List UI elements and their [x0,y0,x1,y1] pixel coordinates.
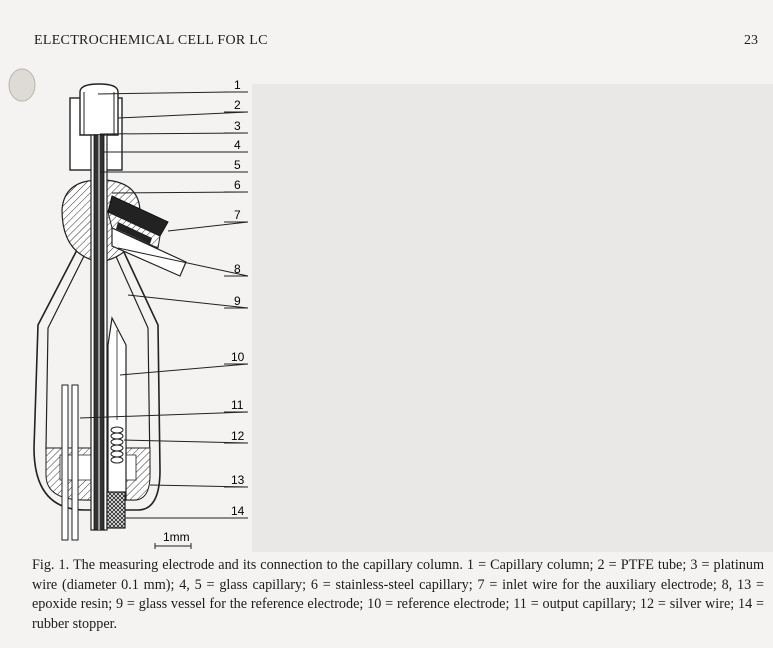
output-capillary [62,385,68,540]
figure-caption: Fig. 1. The measuring electrode and its connection to the capillary column. 1 = Capillary column; 2 = PTFE tube; 3 = platinum wire (diameter 0.1 mm); 4, 5 = glass capillary; 6 = stainless-steel capillary; 7 = inlet wire for the auxiliary electrode; 8, 13 = epoxide resin; 9 = glass vessel for the reference electrode; 10 = reference electrode; 11 = output capillary; 12 = silver wire; 14 = rubber stopper. [32,557,764,632]
label-10: 10 [231,350,245,364]
label-7: 7 [234,208,241,222]
label-12: 12 [231,429,245,443]
label-5: 5 [234,158,241,172]
label-6: 6 [234,178,241,192]
capillary-column [80,84,118,135]
label-3: 3 [234,119,241,133]
page-number: 23 [744,33,758,48]
rubber-stopper [107,492,125,528]
scale-bar-label: 1mm [163,530,190,544]
label-8: 8 [234,262,241,276]
label-1: 1 [234,78,241,92]
label-2: 2 [234,98,241,112]
label-4: 4 [234,138,241,152]
output-capillary-2 [72,385,78,540]
label-14: 14 [231,504,245,518]
running-header: ELECTROCHEMICAL CELL FOR LC [34,33,268,48]
label-11: 11 [231,398,244,412]
thumb-mark [9,69,35,101]
label-13: 13 [231,473,245,487]
label-9: 9 [234,294,241,308]
